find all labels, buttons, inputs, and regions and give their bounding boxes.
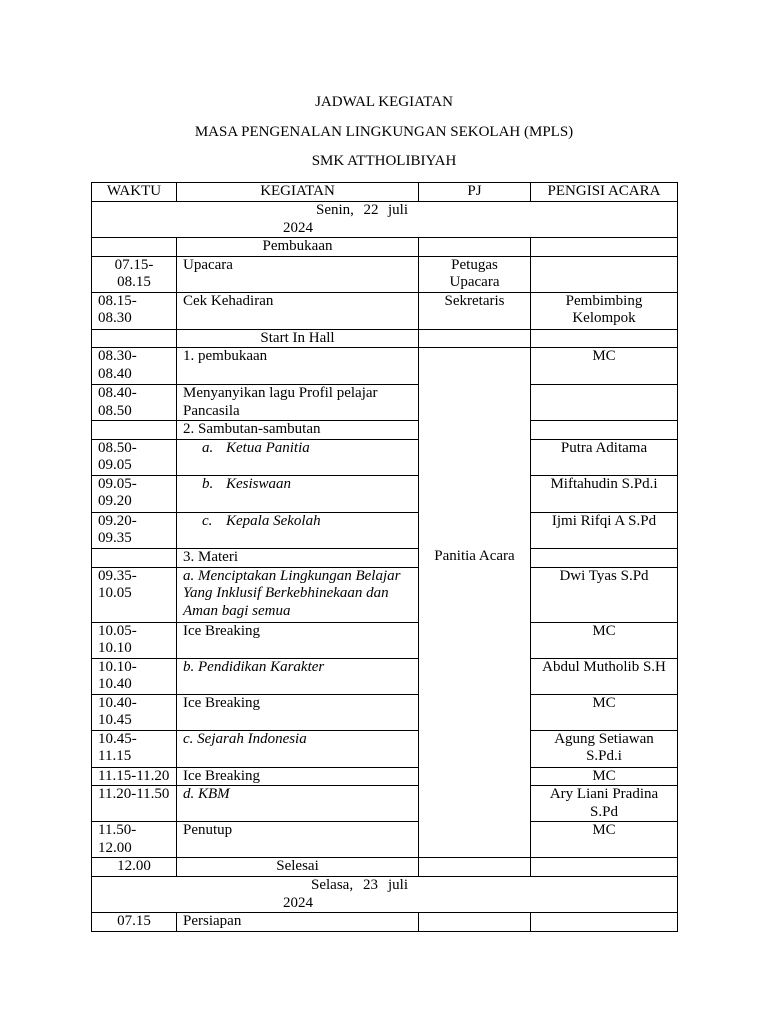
presenter-cell: MC bbox=[531, 348, 678, 385]
time-cell: 08.50- 09.05 bbox=[92, 439, 177, 475]
schedule-row bbox=[92, 622, 678, 658]
time-cell: 08.30- 08.40 bbox=[92, 348, 177, 385]
time-cell: 11.20-11.50 bbox=[92, 786, 177, 822]
presenter-cell: Ijmi Rifqi A S.Pd bbox=[531, 512, 678, 548]
schedule-row bbox=[92, 292, 678, 329]
time-cell: 12.00 bbox=[92, 858, 177, 877]
time-cell: 10.45- 11.15 bbox=[92, 730, 177, 767]
column-header-activity: KEGIATAN bbox=[177, 183, 419, 202]
pic-cell: Petugas Upacara bbox=[419, 256, 531, 292]
presenter-cell bbox=[531, 256, 678, 292]
list-marker: c. bbox=[202, 512, 213, 529]
time-cell: 08.40- 08.50 bbox=[92, 385, 177, 421]
presenter-cell bbox=[531, 385, 678, 421]
activity-cell: c. Sejarah Indonesia bbox=[177, 730, 419, 767]
day-heading: Selasa, 23 juli 2024 bbox=[283, 877, 408, 911]
time-cell: 08.15- 08.30 bbox=[92, 292, 177, 329]
column-header-time: WAKTU bbox=[92, 183, 177, 202]
time-cell: 11.15-11.20 bbox=[92, 767, 177, 786]
activity-text: Kepala Sekolah bbox=[226, 512, 321, 529]
time-cell: 09.20- 09.35 bbox=[92, 512, 177, 548]
schedule-row bbox=[92, 822, 678, 858]
presenter-cell: Pembimbing Kelompok bbox=[531, 292, 678, 329]
activity-cell: Persiapan bbox=[177, 913, 419, 932]
presenter-cell bbox=[531, 329, 678, 348]
presenter-cell bbox=[531, 548, 678, 567]
activity-cell: Ice Breaking bbox=[177, 622, 419, 658]
schedule-row bbox=[92, 421, 678, 440]
presenter-cell: Ary Liani Pradina S.Pd bbox=[531, 786, 678, 822]
activity-cell: d. KBM bbox=[177, 786, 419, 822]
activity-cell: Upacara bbox=[177, 256, 419, 292]
activity-cell: Menyanyikan lagu Profil pelajar Pancasila bbox=[177, 385, 419, 421]
pic-cell bbox=[419, 238, 531, 257]
schedule-table bbox=[91, 182, 678, 932]
presenter-cell: Miftahudin S.Pd.i bbox=[531, 475, 678, 512]
schedule-row bbox=[92, 858, 678, 877]
time-cell bbox=[92, 238, 177, 257]
activity-cell: Ice Breaking bbox=[177, 694, 419, 730]
document-header bbox=[0, 93, 768, 182]
activity-cell: 3. Materi bbox=[177, 548, 419, 567]
schedule-row bbox=[92, 786, 678, 822]
presenter-cell: Putra Aditama bbox=[531, 439, 678, 475]
section-heading-row bbox=[92, 329, 678, 348]
column-header-presenter: PENGISI ACARA bbox=[531, 183, 678, 202]
activity-cell: Penutup bbox=[177, 822, 419, 858]
presenter-cell: Agung Setiawan S.Pd.i bbox=[531, 730, 678, 767]
activity-cell: 2. Sambutan-sambutan bbox=[177, 421, 419, 440]
schedule-row bbox=[92, 567, 678, 622]
section-heading: Start In Hall bbox=[177, 329, 419, 348]
day-heading-cell bbox=[92, 202, 678, 238]
schedule-row bbox=[92, 256, 678, 292]
presenter-cell: MC bbox=[531, 622, 678, 658]
time-cell bbox=[92, 329, 177, 348]
schedule-row bbox=[92, 439, 678, 475]
section-heading-row bbox=[92, 238, 678, 257]
activity-text: Kesiswaan bbox=[226, 475, 292, 492]
time-cell: 09.05- 09.20 bbox=[92, 475, 177, 512]
section-heading: Pembukaan bbox=[177, 238, 419, 257]
column-header-pic: PJ bbox=[419, 183, 531, 202]
presenter-cell bbox=[531, 858, 678, 877]
schedule-row bbox=[92, 512, 678, 548]
schedule-row bbox=[92, 385, 678, 421]
time-cell: 10.10- 10.40 bbox=[92, 658, 177, 694]
schedule-row bbox=[92, 658, 678, 694]
activity-cell: 1. pembukaan bbox=[177, 348, 419, 385]
schedule-row bbox=[92, 694, 678, 730]
schedule-row bbox=[92, 475, 678, 512]
activity-cell: Ice Breaking bbox=[177, 767, 419, 786]
pic-cell bbox=[419, 913, 531, 932]
time-cell bbox=[92, 421, 177, 440]
pic-cell-shared: Panitia Acara bbox=[419, 348, 531, 858]
pic-cell bbox=[419, 858, 531, 877]
schedule-row bbox=[92, 730, 678, 767]
day-heading-row bbox=[92, 202, 678, 238]
presenter-cell: MC bbox=[531, 767, 678, 786]
school-name: SMK ATTHOLIBIYAH bbox=[311, 153, 457, 169]
presenter-cell: Abdul Mutholib S.H bbox=[531, 658, 678, 694]
activity-cell bbox=[177, 475, 419, 512]
time-cell: 07.15- 08.15 bbox=[92, 256, 177, 292]
activity-cell: b. Pendidikan Karakter bbox=[177, 658, 419, 694]
list-marker: b. bbox=[202, 475, 214, 492]
pic-cell bbox=[419, 329, 531, 348]
day-heading: Senin, 22 juli 2024 bbox=[283, 202, 408, 236]
time-cell: 10.40- 10.45 bbox=[92, 694, 177, 730]
presenter-cell: MC bbox=[531, 694, 678, 730]
activity-text: Ketua Panitia bbox=[226, 439, 310, 456]
activity-cell bbox=[177, 512, 419, 548]
time-cell: 10.05- 10.10 bbox=[92, 622, 177, 658]
presenter-cell bbox=[531, 238, 678, 257]
document-title: JADWAL KEGIATAN bbox=[315, 94, 453, 110]
presenter-cell bbox=[531, 421, 678, 440]
day-heading-row bbox=[92, 877, 678, 913]
presenter-cell: MC bbox=[531, 822, 678, 858]
day-heading-cell bbox=[92, 877, 678, 913]
schedule-row bbox=[92, 548, 678, 567]
activity-cell: Selesai bbox=[177, 858, 419, 877]
time-cell: 07.15 bbox=[92, 913, 177, 932]
header-row bbox=[92, 183, 678, 202]
time-cell bbox=[92, 548, 177, 567]
time-cell: 11.50- 12.00 bbox=[92, 822, 177, 858]
presenter-cell bbox=[531, 913, 678, 932]
schedule-row bbox=[92, 348, 678, 385]
list-marker: a. bbox=[202, 439, 214, 456]
presenter-cell: Dwi Tyas S.Pd bbox=[531, 567, 678, 622]
time-cell: 09.35- 10.05 bbox=[92, 567, 177, 622]
schedule-row bbox=[92, 913, 678, 932]
document-subtitle: MASA PENGENALAN LINGKUNGAN SEKOLAH (MPLS) bbox=[194, 123, 574, 140]
pic-cell: Sekretaris bbox=[419, 292, 531, 329]
schedule-row bbox=[92, 767, 678, 786]
activity-cell: a. Menciptakan Lingkungan Belajar Yang Inklusif Berkebhinekaan dan Aman bagi semua bbox=[177, 567, 419, 622]
activity-cell bbox=[177, 439, 419, 475]
activity-cell: Cek Kehadiran bbox=[177, 292, 419, 329]
